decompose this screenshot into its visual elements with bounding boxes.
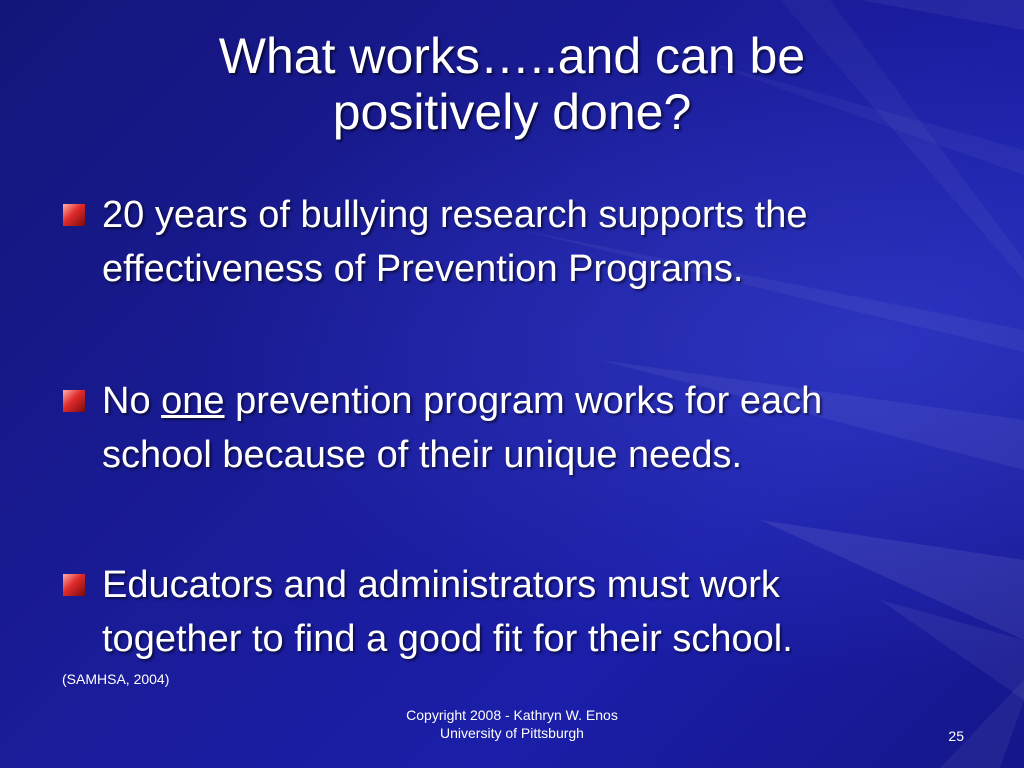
footer-line-1: Copyright 2008 - Kathryn W. Enos [406, 707, 618, 723]
bullet-text-1 [102, 188, 982, 296]
bullet-2-prefix: No [102, 380, 162, 422]
title-line-1: What works…..and can be [218, 28, 806, 84]
red-square-bullet-icon [62, 203, 86, 227]
bullet-3-line-2: together to find a good fit for their school. [102, 618, 793, 660]
footer-line-2: University of Pittsburgh [440, 725, 584, 741]
red-square-bullet-icon [62, 389, 86, 413]
title-line-2: positively done? [332, 84, 692, 140]
bullet-2-suffix: prevention program works for each [224, 380, 823, 422]
bullet-3-line-1: Educators and administrators must work [102, 564, 780, 606]
bullet-1-line-1: 20 years of bullying research supports the [102, 194, 808, 236]
bullet-text-3 [102, 558, 982, 666]
bullet-2-line-1 [102, 374, 982, 428]
bullet-text-2 [102, 374, 982, 482]
bullet-1-line-2: effectiveness of Prevention Programs. [102, 248, 744, 290]
bullet-2-underlined-word: one [161, 380, 225, 422]
red-square-bullet-icon [62, 573, 86, 597]
page-number: 25 [948, 728, 964, 744]
slide-title [40, 28, 984, 140]
footer-copyright [312, 706, 712, 742]
bullet-2-line-2: school because of their unique needs. [102, 434, 743, 476]
citation: (SAMHSA, 2004) [62, 671, 170, 687]
